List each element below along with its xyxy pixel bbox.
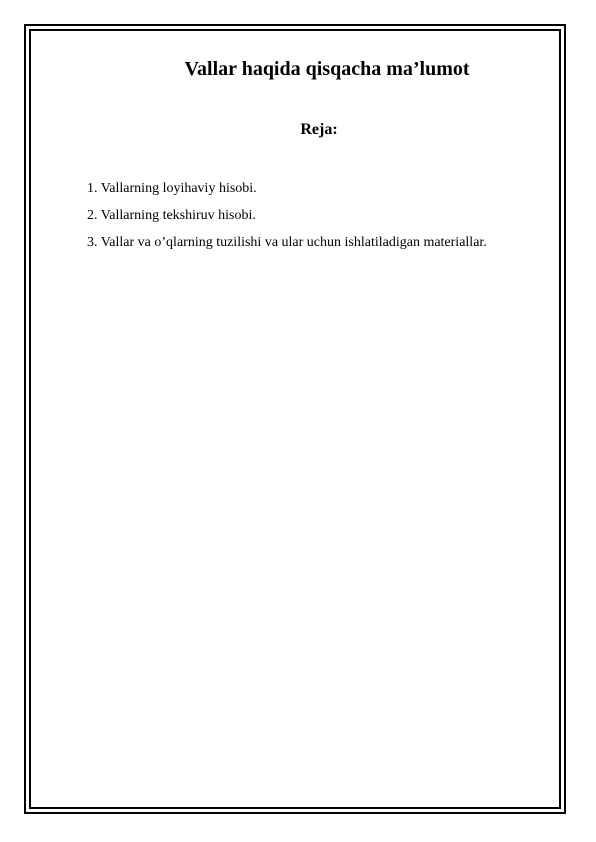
plan-item-3: 3. Vallar va o’qlarning tuzilishi va ular uchun ishlatiladigan materiallar. [87, 235, 487, 250]
plan-heading: Reja: [300, 121, 338, 138]
plan-item-1: 1. Vallarning loyihaviy hisobi. [87, 181, 257, 196]
plan-list [87, 175, 487, 256]
plan-item-2: 2. Vallarning tekshiruv hisobi. [87, 208, 256, 223]
page-border-inner [29, 29, 561, 809]
document-title: Vallar haqida qisqacha ma’lumot [184, 58, 470, 80]
